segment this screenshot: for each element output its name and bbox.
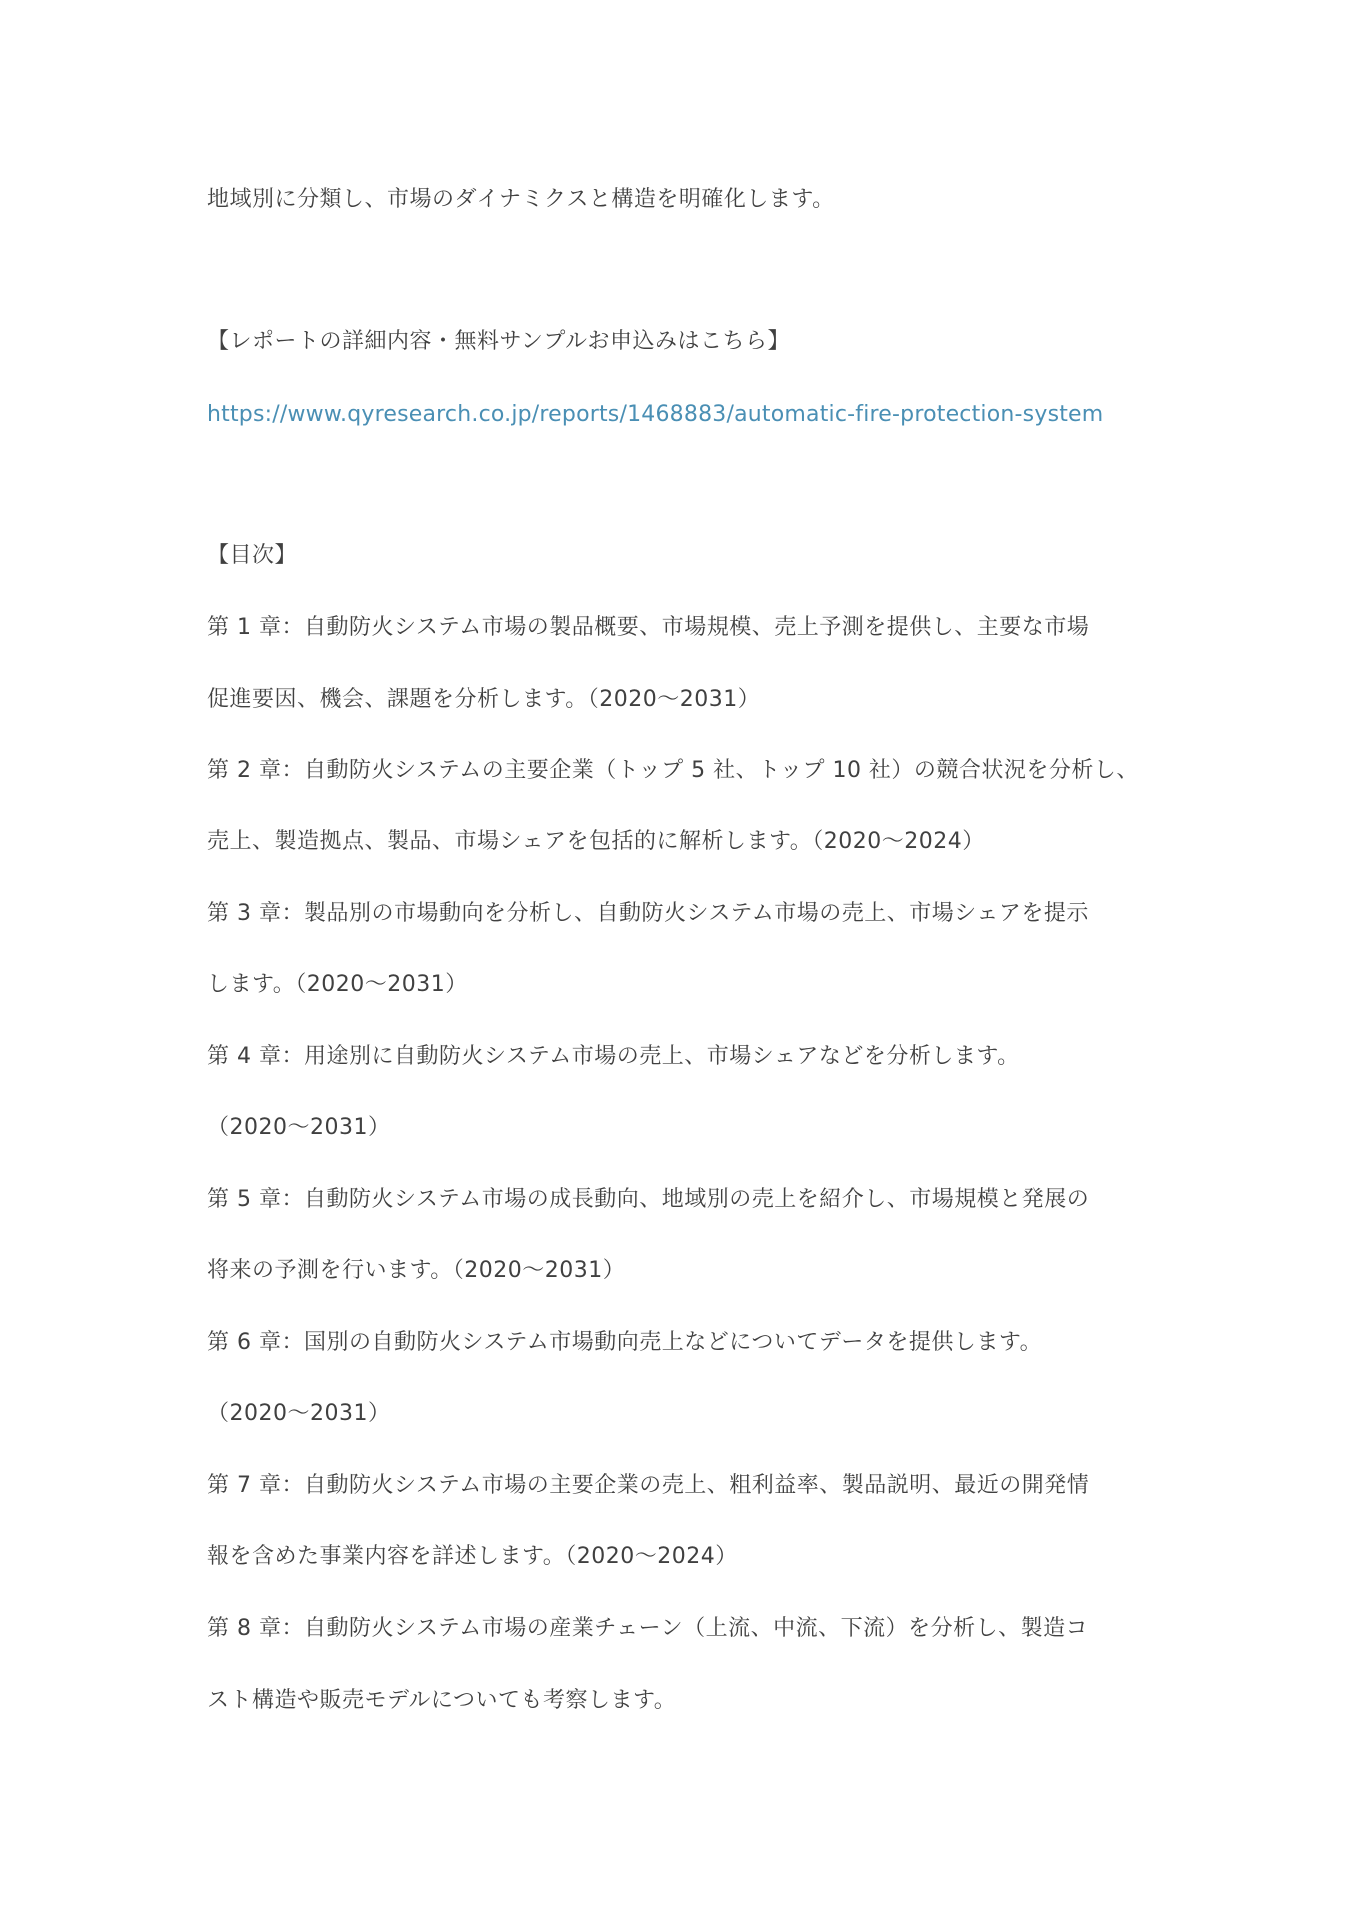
toc-line: 第 8 章：自動防火システム市場の産業チェーン（上流、中流、下流）を分析し、製造コ <box>207 1616 1089 1641</box>
toc-line: します。（2020～2031） <box>207 972 468 997</box>
details-heading: 【レポートの詳細内容・無料サンプルお申込みはこちら】 <box>207 329 791 354</box>
toc-line: （2020～2031） <box>207 1115 391 1140</box>
toc-line: 第 5 章：自動防火システム市場の成長動向、地域別の売上を紹介し、市場規模と発展の <box>207 1187 1090 1212</box>
toc-line: （2020～2031） <box>207 1401 391 1426</box>
toc-line: 売上、製造拠点、製品、市場シェアを包括的に解析します。（2020～2024） <box>207 829 985 854</box>
toc-line: 将来の予測を行います。（2020～2031） <box>207 1258 626 1283</box>
toc-line: 促進要因、機会、課題を分析します。（2020～2031） <box>207 687 761 712</box>
toc-line: 第 7 章：自動防火システム市場の主要企業の売上、粗利益率、製品説明、最近の開発情 <box>207 1473 1090 1498</box>
toc-line: 第 1 章：自動防火システム市場の製品概要、市場規模、売上予測を提供し、主要な市場 <box>207 615 1090 640</box>
toc-line: 報を含めた事業内容を詳述します。（2020～2024） <box>207 1544 738 1569</box>
toc-line: 第 6 章：国別の自動防火システム市場動向売上などについてデータを提供します。 <box>207 1330 1043 1355</box>
toc-heading: 【目次】 <box>207 543 298 568</box>
toc-line: 第 2 章：自動防火システムの主要企業（トップ 5 社、トップ 10 社）の競合状況を分析し、 <box>207 758 1139 783</box>
toc-line: 第 4 章：用途別に自動防火システム市場の売上、市場シェアなどを分析します。 <box>207 1044 1020 1069</box>
report-link[interactable]: https://www.qyresearch.co.jp/reports/1468883/automatic-fire-protection-system <box>207 402 1104 427</box>
toc-line: 第 3 章：製品別の市場動向を分析し、自動防火システム市場の売上、市場シェアを提示 <box>207 901 1089 926</box>
intro-line: 地域別に分類し、市場のダイナミクスと構造を明確化します。 <box>207 187 835 212</box>
toc-line: スト構造や販売モデルについても考察します。 <box>207 1688 677 1713</box>
